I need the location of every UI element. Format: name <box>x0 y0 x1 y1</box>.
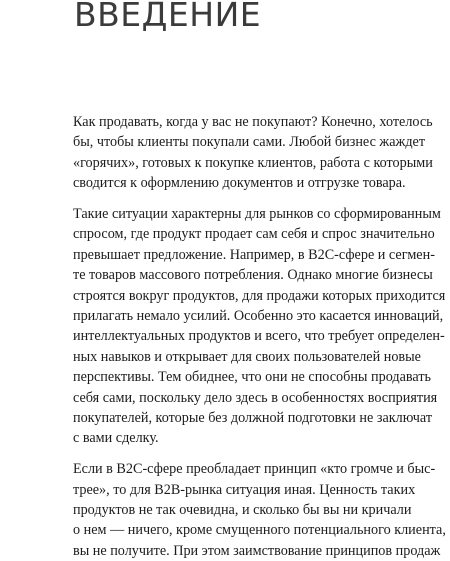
text-line: продуктов не так очевидна, и сколько бы вы ни кричали <box>73 502 412 519</box>
paragraph-3 <box>73 459 450 561</box>
text-line: перспективы. Тем обиднее, что они не способны продавать <box>73 369 432 386</box>
text-line: Такие ситуации характерны для рынков со сформированным <box>73 206 441 223</box>
text-line: прилагать немало усилий. Особенно это касается инноваций, <box>73 308 444 325</box>
text-line: о нем — ничего, кроме смущенного потенциального клиента, <box>73 522 446 539</box>
chapter-heading: ВВЕДЕНИЕ <box>74 0 262 34</box>
text-line: «горячих», готовых к покупке клиентов, работа с которыми <box>73 154 433 171</box>
body-text <box>73 112 450 561</box>
text-line: вы не получите. При этом заимствование принципов продаж <box>73 542 441 559</box>
text-line: спросом, где продукт продает сам себя и спрос значительно <box>73 226 435 243</box>
text-line: с вами сделку. <box>73 430 159 447</box>
text-line: ных навыков и открывает для своих пользователей новые <box>73 348 421 365</box>
text-line: превышает предложение. Например, в B2C-сфере и сегмен- <box>73 246 435 263</box>
text-line: себя сами, поскольку дело здесь в особенностях восприятия <box>73 389 438 406</box>
text-line: интеллектуальных продуктов и всего, что требует определен- <box>73 328 445 345</box>
text-line: покупателей, которые без должной подготовки не заключат <box>73 409 433 426</box>
text-line: трее», то для B2B-рынка ситуация иная. Ценность таких <box>73 481 416 498</box>
text-line: строятся вокруг продуктов, для продажи которых приходится <box>73 287 446 304</box>
text-line: сводится к оформлению документов и отгрузке товара. <box>73 175 406 192</box>
text-line: Как продавать, когда у вас не покупают? Конечно, хотелось <box>73 114 433 130</box>
text-line: бы, чтобы клиенты покупали сами. Любой бизнес жаждет <box>73 134 426 151</box>
text-line: те товаров массового потребления. Однако многие бизнесы <box>73 267 433 284</box>
paragraph-2 <box>73 204 450 449</box>
text-line: Если в B2C-сфере преобладает принцип «кто громче и быс- <box>73 461 436 478</box>
paragraph-1 <box>73 112 450 194</box>
